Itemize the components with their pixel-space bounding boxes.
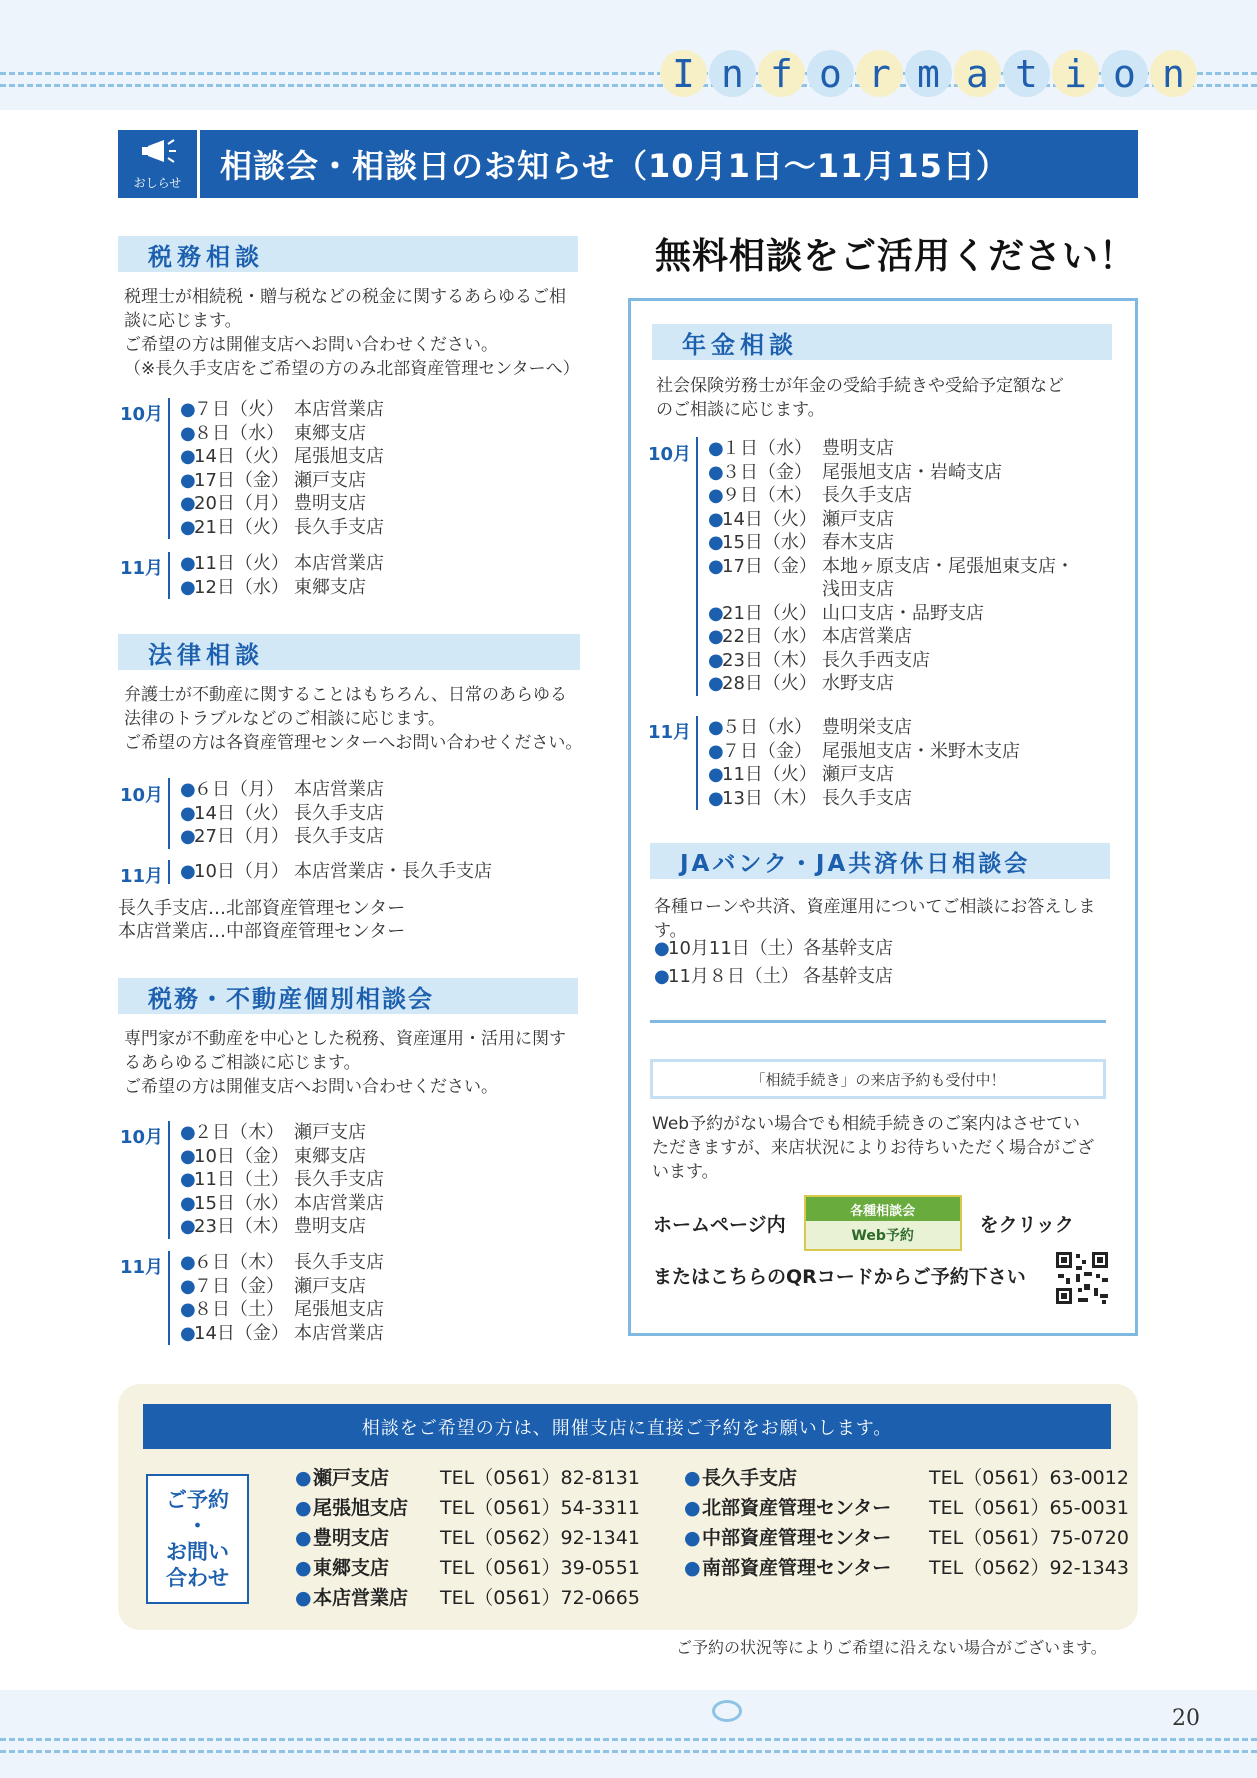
list-item: ● 17日（金） 本地ヶ原支店・尾張旭東支店・ [708,555,1074,577]
month-label: 11月 [120,1257,164,1278]
holiday-description: 各種ローンや共済、資産運用についてご相談にお答えします。 [654,897,1096,941]
contact-row: ● 中部資産管理センター TEL（0561）75-0720 [684,1527,1129,1549]
list-item: ● ７日（火） 本店営業店 [180,399,384,420]
qr-text: またはこちらのQRコードからご予約下さい [653,1266,1026,1288]
inheritance-notice: 「相続手続き」の来店予約も受付中！ [650,1059,1106,1099]
month-label: 10月 [120,785,164,806]
pension-october-schedule [696,437,1074,696]
list-item: ● 10月11日（土） 各基幹支店 [654,938,893,959]
notice-banner [118,130,1138,198]
list-item: ● 23日（木） 豊明支店 [180,1216,366,1237]
list-item: ● ７日（金） 瀬戸支店 [180,1275,366,1297]
contact-row: ● 長久手支店 TEL（0561）63-0012 [684,1467,1129,1489]
web-button-bottom: Web予約 [851,1228,914,1244]
letter: m [905,50,952,97]
list-item: ● 14日（火） 尾張旭支店 [180,446,384,467]
contact-row: ● 尾張旭支店 TEL（0561）54-3311 [295,1497,640,1519]
letter: n [709,50,756,97]
list-item: ● 15日（水） 本店営業店 [180,1192,384,1214]
pension-heading: 年金相談 [652,324,1112,360]
web-description: Web予約がない場合でも相続手続きのご案内はさせてい ただきますが、来店状況によりお待ちいただく場合がござ います。 [652,1114,1094,1182]
month-label: 10月 [648,444,692,465]
letter: i [1052,50,1099,97]
swirl-decoration [712,1700,742,1722]
law-heading: 法律相談 [118,634,580,670]
pension-november-schedule [696,716,1020,810]
list-item: ● ８日（土） 尾張旭支店 [180,1299,384,1320]
free-consultation-title: 無料相談をご活用ください！ [655,235,1137,277]
list-item: ● 22日（水） 本店営業店 [708,626,912,647]
qr-code-icon[interactable] [1054,1250,1110,1306]
megaphone-icon [118,130,200,198]
list-item: ● 11日（火） 本店営業店 [180,553,384,574]
list-item: ● 23日（木） 長久手西支店 [708,649,930,671]
tax-november-schedule [168,552,384,599]
letter: r [856,50,903,97]
list-item: ● 20日（月） 豊明支店 [180,493,366,514]
list-item: ● 17日（金） 瀬戸支店 [180,469,366,491]
contact-row: ● 東郷支店 TEL（0561）39-0551 [295,1557,640,1579]
footer-dashed-line [0,1738,1257,1741]
click-text: をクリック [979,1213,1074,1236]
web-reservation-button[interactable] [804,1195,962,1251]
banner-title: 相談会・相談日のお知らせ（10月1日〜11月15日） [220,147,1009,185]
law-november-schedule [168,860,492,884]
contact-row: ● 本店営業店 TEL（0561）72-0665 [295,1587,640,1609]
month-label: 11月 [648,722,692,743]
list-item: ● 13日（木） 長久手支店 [708,787,912,809]
month-label: 11月 [120,558,164,579]
list-item: ● ５日（水） 豊明栄支店 [708,717,912,738]
list-item: ● 12日（水） 東郷支店 [180,576,366,598]
month-label: 10月 [120,1127,164,1148]
law-description: 弁護士が不動産に関することはもちろん、日常のあらゆる 法律のトラブルなどのご相談に応じます。 ご希望の方は各資産管理センターへお問い合わせください。 [124,685,583,753]
contact-banner: 相談をご希望の方は、開催支店に直接ご予約をお願いします。 [143,1404,1111,1449]
divider [650,1020,1106,1023]
list-item: ● ３日（金） 尾張旭支店・岩崎支店 [708,461,1002,483]
month-label: 11月 [120,866,164,887]
web-button-top: 各種相談会 [806,1197,960,1221]
contact-row: ● 北部資産管理センター TEL（0561）65-0031 [684,1497,1129,1519]
tax-description: 税理士が相続税・贈与税などの税金に関するあらゆるご相 談に応じます。 ご希望の方は開催支店へお問い合わせください。 （※長久手支店をご希望の方のみ北部資産管理センターへ） [124,287,580,379]
list-item: ● 28日（火） 水野支店 [708,673,894,694]
contact-row: ● 南部資産管理センター TEL（0562）92-1343 [684,1557,1129,1579]
letter: t [1003,50,1050,97]
list-item: ● 21日（火） 長久手支店 [180,516,384,538]
tax-heading: 税務相談 [118,236,578,272]
list-item: ● 11月８日（土） 各基幹支店 [654,966,893,987]
information-heading [660,50,1197,97]
holiday-list [654,935,893,991]
letter: I [660,50,707,97]
contact-row: ● 豊明支店 TEL（0562）92-1341 [295,1527,640,1549]
contact-label: ご予約 ・ お問い 合わせ [146,1474,249,1604]
list-item: ● ６日（木） 長久手支店 [180,1252,384,1273]
list-item: ● 14日（火） 長久手支店 [180,802,384,824]
letter: o [807,50,854,97]
list-item: ● 10日（金） 東郷支店 [180,1145,366,1167]
list-item: ● 27日（月） 長久手支店 [180,826,384,847]
list-item: ● 14日（火） 瀬戸支店 [708,508,894,530]
contact-row: ● 瀬戸支店 TEL（0561）82-8131 [295,1467,640,1489]
homepage-row [653,1195,1074,1251]
month-label: 10月 [120,404,164,425]
realestate-october-schedule [168,1121,384,1239]
list-item: ● １日（水） 豊明支店 [708,438,894,459]
list-item: ● ６日（月） 本店営業店 [180,779,384,800]
list-item-continued: 浅田支店 [822,579,894,600]
list-item: ● 11日（火） 瀬戸支店 [708,764,894,785]
list-item: ● 15日（水） 春木支店 [708,532,894,553]
letter: f [758,50,805,97]
realestate-description: 専門家が不動産を中心とした税務、資産運用・活用に関す るあらゆるご相談に応じます。 ご希望の方は開催支店へお問い合わせください。 [124,1029,566,1097]
list-item: ● 14日（金） 本店営業店 [180,1322,384,1344]
homepage-text: ホームページ内 [653,1213,786,1236]
realestate-november-schedule [168,1251,384,1345]
list-item: ● ９日（木） 長久手支店 [708,485,912,506]
icon-label: おしらせ [133,175,182,190]
footer-dashed-line-2 [0,1750,1257,1753]
letter: n [1150,50,1197,97]
footnote: ご予約の状況等によりご希望に沿えない場合がございます。 [676,1638,1107,1657]
letter: o [1101,50,1148,97]
footer-background [0,1690,1257,1778]
law-october-schedule [168,778,384,849]
realestate-heading: 税務・不動産個別相談会 [118,978,578,1014]
list-item: ● 10日（月） 本店営業店・長久手支店 [180,861,492,882]
list-item: ● ７日（金） 尾張旭支店・米野木支店 [708,740,1020,762]
page-number: 20 [1172,1706,1200,1731]
contact-list-right [684,1463,1129,1583]
tax-october-schedule [168,398,384,539]
letter: a [954,50,1001,97]
pension-description: 社会保険労務士が年金の受給手続きや受給予定額など のご相談に応じます。 [656,376,1064,420]
contact-list-left [295,1463,640,1613]
list-item: ● ８日（水） 東郷支店 [180,422,366,444]
holiday-heading: JAバンク・JA共済休日相談会 [650,843,1110,879]
law-notes: 長久手支店…北部資産管理センター 本店営業店…中部資産管理センター [118,898,406,942]
list-item: ● ２日（木） 瀬戸支店 [180,1122,366,1143]
list-item: ● 21日（火） 山口支店・品野支店 [708,602,984,624]
list-item: ● 11日（土） 長久手支店 [180,1169,384,1190]
